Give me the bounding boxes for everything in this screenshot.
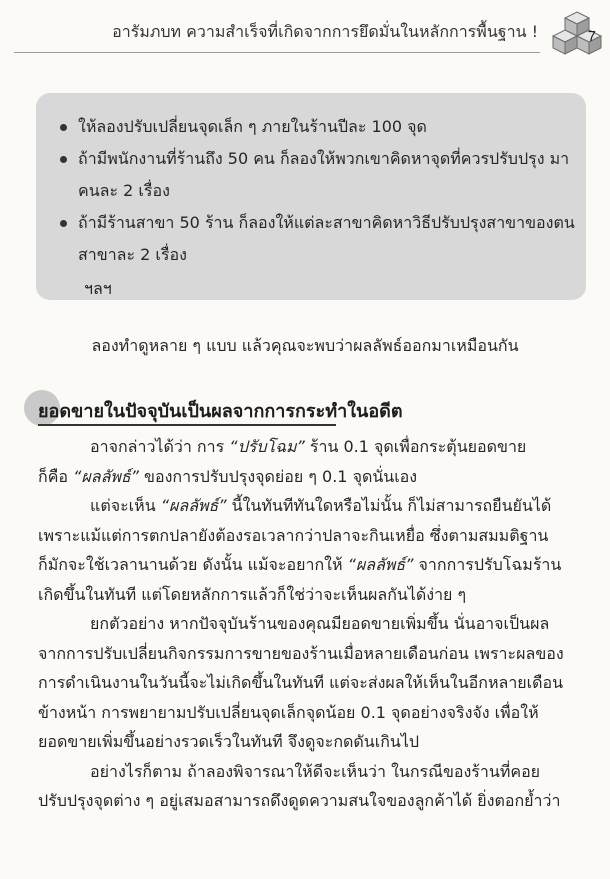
quoted-term: “ปรับโฉม”: [229, 437, 305, 456]
box-caption: ลองทำดูหลาย ๆ แบบ แล้วคุณจะพบว่าผลลัพธ์ออกมาเหมือนกัน: [91, 336, 519, 355]
line-text: เกิดขึ้นในทันที แต่โดยหลักการแล้วก็ใช่ว่าจะเห็นผลกันได้ง่าย ๆ: [38, 584, 467, 604]
line-text: อย่างไรก็ตาม ถ้าลองพิจารณาให้ดีจะเห็นว่า ในกรณีของร้านที่คอย: [90, 761, 541, 781]
line-text: จากการปรับเปลี่ยนกิจกรรมการขายของร้านเมื่อหลายเดือนก่อน เพราะผลของ: [38, 643, 564, 663]
heading-underline: [38, 424, 336, 426]
page-header: [0, 6, 610, 56]
quoted-term: “ผลลัพธ์”: [73, 466, 139, 486]
body-line: [38, 609, 588, 639]
line-text: ร้าน 0.1 จุดเพื่อกระตุ้นยอดขาย: [304, 437, 527, 456]
line-text: จากการปรับโฉมร้าน: [413, 555, 562, 574]
body-line: [38, 462, 588, 492]
body-line: [38, 491, 588, 521]
line-text: การดำเนินงานในวันนี้จะไม่เกิดขึ้นในทันที แต่จะส่งผลให้เห็นในอีกหลายเดือน: [38, 673, 564, 692]
body-line: [38, 550, 588, 580]
line-text: ยกตัวอย่าง หากปัจจุบันร้านของคุณมียอดขายเพิ่มขึ้น นั่นอาจเป็นผล: [90, 614, 550, 633]
line-text: ของการปรับปรุงจุดย่อย ๆ 0.1 จุดนั่นเอง: [138, 466, 418, 486]
tips-box: [36, 93, 586, 300]
tips-item: ถ้ามีพนักงานที่ร้านถึง 50 คน ก็ลองให้พวกเขาคิดหาจุดที่ควรปรับปรุง มาคนละ 2 เรื่อง: [60, 143, 576, 207]
tips-item: ให้ลองปรับเปลี่ยนจุดเล็ก ๆ ภายในร้านปีละ 100 จุด: [60, 111, 576, 143]
section-heading: ยอดขายในปัจจุบันเป็นผลจากการกระทำในอดีต: [38, 401, 403, 422]
body-line: [38, 639, 588, 669]
body-line: [38, 786, 588, 816]
line-text: เพราะแม้แต่การตกปลายังต้องรอเวลากว่าปลาจะกินเหยื่อ ซึ่งตามสมมติฐาน: [38, 525, 549, 545]
tips-item: ถ้ามีร้านสาขา 50 ร้าน ก็ลองให้แต่ละสาขาคิดหาวิธีปรับปรุงสาขาของตน สาขาละ 2 เรื่อง: [60, 207, 576, 271]
tips-list: [36, 93, 586, 271]
line-text: ก็คือ: [38, 466, 74, 486]
body-line: [38, 521, 588, 551]
line-text: อาจกล่าวได้ว่า การ: [90, 437, 230, 456]
body-line: [38, 757, 588, 787]
line-text: ก็มักจะใช้เวลานานด้วย ดังนั้น แม้จะอยากให้: [38, 555, 348, 574]
tips-etc: ฯลฯ: [84, 279, 112, 298]
body-line: [38, 668, 588, 698]
body-line: [38, 432, 588, 462]
line-text: แต่จะเห็น: [90, 496, 161, 515]
body-line: [38, 698, 588, 728]
line-text: ข้างหน้า การพยายามปรับเปลี่ยนจุดเล็กจุดน้อย 0.1 จุดอย่างจริงจัง เพื่อให้: [38, 702, 539, 722]
header-rule: [14, 52, 540, 53]
quoted-term: “ผลลัพธ์”: [160, 496, 227, 515]
page-number: 7: [587, 28, 596, 45]
quoted-term: “ผลลัพธ์”: [347, 555, 414, 574]
running-title: อารัมภบท ความสำเร็จที่เกิดจากการยึดมั่นในหลักการพื้นฐาน !: [112, 22, 538, 41]
line-text: ยอดขายเพิ่มขึ้นอย่างรวดเร็วในทันที จึงดูจะกดดันเกินไป: [38, 732, 420, 751]
line-text: ปรับปรุงจุดต่าง ๆ อยู่เสมอสามารถดึงดูดความสนใจของลูกค้าได้ ยิ่งตอกย้ำว่า: [38, 791, 561, 810]
body-line: [38, 727, 588, 757]
body-line: [38, 580, 588, 610]
line-text: นี้ในทันทีทันใดหรือไม่นั้น ก็ไม่สามารถยืนยันได้: [226, 496, 552, 515]
body-text: [38, 432, 588, 816]
